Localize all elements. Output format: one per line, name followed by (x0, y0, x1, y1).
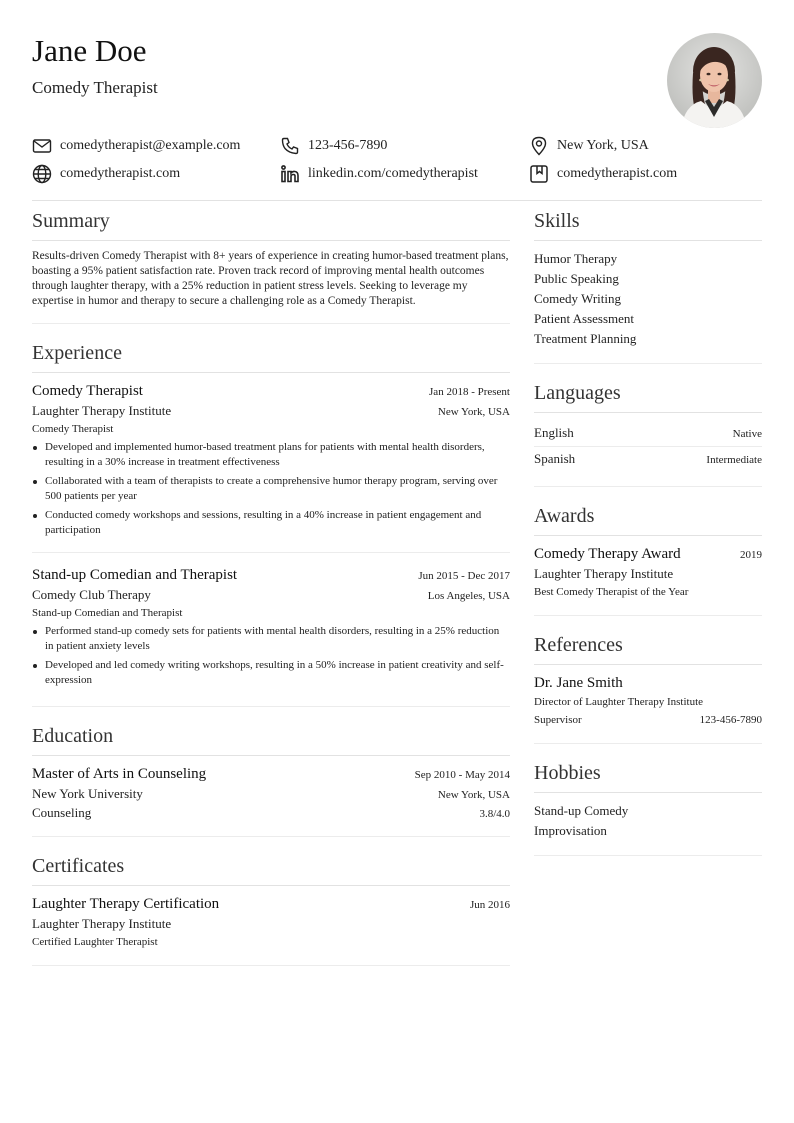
job-dates: Jun 2015 - Dec 2017 (418, 570, 510, 582)
profile-photo-image (667, 33, 762, 128)
certificate-entry (32, 894, 510, 951)
skill-item: Public Speaking (534, 271, 619, 286)
job-location: New York, USA (437, 406, 510, 418)
certificates-heading: Certificates (32, 853, 510, 886)
language-name: Spanish (534, 451, 576, 466)
job-bullets (32, 440, 510, 538)
hobby-item: Stand-up Comedy (534, 803, 629, 818)
bookmark-icon (529, 164, 549, 184)
contact-email-text: comedytherapist@example.com (60, 138, 241, 153)
education-entry (32, 764, 510, 822)
globe-icon (32, 164, 52, 184)
languages-heading: Languages (534, 380, 762, 413)
skills-heading: Skills (534, 208, 762, 241)
language-item (534, 446, 762, 472)
bullet-item: Developed and implemented humor-based treatment plans for patients with mental health disorders, resulting in a 30% increase in treatment effectiveness (32, 440, 510, 470)
summary-text: Results-driven Comedy Therapist with 8+ years of experience in creating humor-based treatment plans, boasting a 95% patient satisfaction rate. Proven track record of improving mental health outcomes through laughter therapy, with a 25% reduction in patient stress levels. Seeking to leverage my expertise in humor and therapy to secure a challenging role as a Comedy Therapist. (32, 250, 509, 307)
left-column (32, 208, 510, 982)
job-title: Stand-up Comedian and Therapist (32, 567, 238, 583)
experience-entry (32, 381, 510, 538)
contact-location (529, 135, 649, 157)
contact-location-text: New York, USA (557, 138, 649, 153)
skill-item: Patient Assessment (534, 311, 635, 326)
contact-linkedin-text: linkedin.com/comedytherapist (308, 166, 478, 181)
reference-entry (534, 673, 762, 729)
experience-section (32, 340, 510, 707)
reference-position: Director of Laughter Therapy Institute (534, 696, 704, 708)
language-level: Native (732, 428, 762, 440)
hobby-item: Improvisation (534, 823, 607, 838)
contact-phone-text: 123-456-7890 (308, 138, 388, 153)
summary-section (32, 208, 510, 324)
hobbies-section (534, 760, 762, 856)
certificate-issuer: Laughter Therapy Institute (32, 916, 172, 931)
skill-item: Treatment Planning (534, 331, 637, 346)
language-level: Intermediate (706, 454, 762, 466)
job-bullets (32, 624, 510, 688)
reference-name: Dr. Jane Smith (534, 675, 623, 691)
summary-heading: Summary (32, 208, 510, 241)
experience-heading: Experience (32, 340, 510, 373)
language-item (534, 421, 762, 446)
mail-icon (32, 136, 52, 156)
job-location: Los Angeles, USA (427, 590, 510, 602)
skill-item: Humor Therapy (534, 251, 618, 266)
linkedin-icon (280, 164, 300, 184)
experience-entry (32, 552, 510, 688)
reference-relation: Supervisor (534, 714, 582, 726)
contact-portfolio[interactable] (529, 163, 677, 185)
awards-heading: Awards (534, 503, 762, 536)
languages-section (534, 380, 762, 487)
contact-info (32, 135, 762, 187)
awards-section (534, 503, 762, 616)
job-title: Comedy Therapist (32, 383, 143, 399)
contact-website[interactable] (32, 163, 180, 185)
award-issuer: Laughter Therapy Institute (534, 566, 674, 581)
contact-phone[interactable] (280, 135, 387, 157)
certificate-name: Laughter Therapy Certification (32, 896, 220, 912)
candidate-name: Jane Doe (32, 33, 147, 68)
education-heading: Education (32, 723, 510, 756)
contact-portfolio-text: comedytherapist.com (557, 166, 678, 181)
bullet-item: Developed and led comedy writing workshops, resulting in a 50% increase in patient creativity and self-expression (32, 658, 510, 688)
resume-page (32, 0, 762, 1123)
job-role: Comedy Therapist (32, 423, 114, 435)
right-column (534, 208, 762, 872)
field-of-study: Counseling (32, 805, 92, 820)
certificate-date: Jun 2016 (469, 899, 510, 911)
degree: Master of Arts in Counseling (32, 766, 207, 782)
contact-email[interactable] (32, 135, 240, 157)
award-name: Comedy Therapy Award (534, 546, 681, 562)
profile-photo (667, 33, 762, 128)
bullet-item: Performed stand-up comedy sets for patients with mental health disorders, resulting in a 25% reduction in patient anxiety levels (32, 624, 510, 654)
school-location: New York, USA (437, 789, 510, 801)
hobbies-heading: Hobbies (534, 760, 762, 793)
phone-icon (280, 136, 300, 156)
school: New York University (32, 786, 143, 801)
job-role: Stand-up Comedian and Therapist (32, 607, 183, 619)
education-dates: Sep 2010 - May 2014 (414, 769, 510, 781)
certificate-description: Certified Laughter Therapist (32, 936, 158, 948)
award-year: 2019 (740, 549, 762, 561)
contact-linkedin[interactable] (280, 163, 478, 185)
references-section (534, 632, 762, 744)
education-section (32, 723, 510, 837)
contact-website-text: comedytherapist.com (60, 166, 181, 181)
job-dates: Jan 2018 - Present (429, 386, 510, 398)
references-heading: References (534, 632, 762, 665)
skill-item: Comedy Writing (534, 291, 621, 306)
candidate-title: Comedy Therapist (32, 78, 158, 97)
location-pin-icon (529, 136, 549, 156)
header-divider (32, 200, 762, 201)
certificates-section (32, 853, 510, 966)
bullet-item: Collaborated with a team of therapists to create a comprehensive humor therapy program, serving over 500 patients per year (32, 474, 510, 504)
award-description: Best Comedy Therapist of the Year (534, 586, 689, 598)
job-company: Comedy Club Therapy (32, 587, 151, 602)
skills-section (534, 208, 762, 364)
language-name: English (534, 425, 574, 440)
bullet-item: Conducted comedy workshops and sessions, resulting in a 40% increase in patient engagement and participation (32, 508, 510, 538)
gpa: 3.8/4.0 (479, 808, 510, 820)
job-company: Laughter Therapy Institute (32, 403, 172, 418)
award-entry (534, 544, 762, 601)
reference-phone: 123-456-7890 (699, 714, 762, 726)
